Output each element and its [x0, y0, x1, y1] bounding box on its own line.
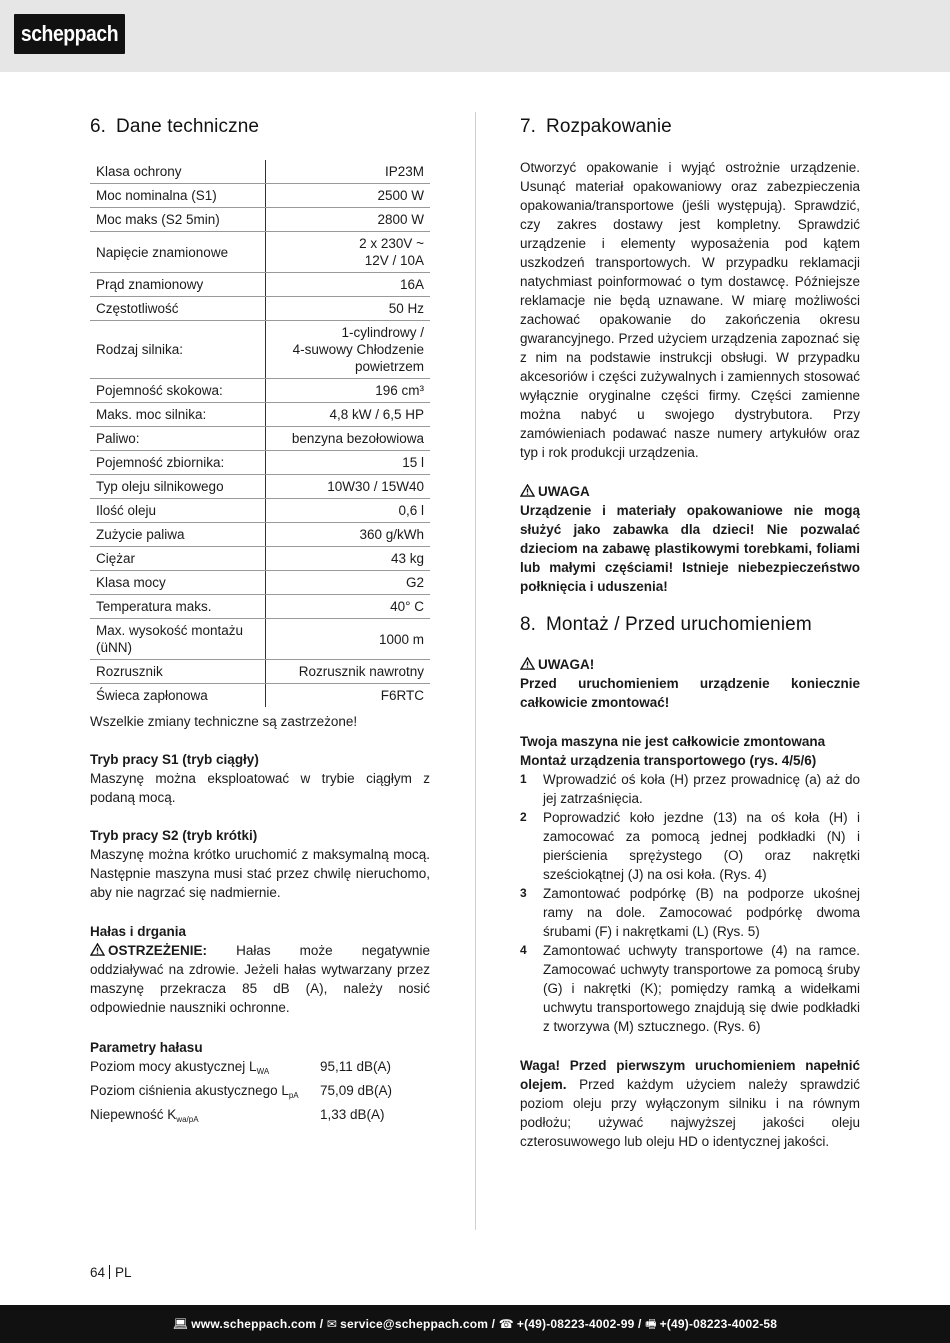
column-divider: [475, 112, 476, 1230]
computer-icon: 💻︎: [172, 1317, 189, 1331]
noise-param-label-text: Poziom mocy akustycznej L: [90, 1059, 257, 1074]
spec-row: [90, 208, 430, 232]
step-number: 1: [520, 772, 527, 786]
section-title: Rozpakowanie: [546, 116, 672, 137]
spec-row: [90, 379, 430, 403]
section-number: 7.: [520, 116, 537, 137]
spec-row: [90, 321, 430, 379]
noise-param-row: [90, 1057, 430, 1081]
noise-param-row: [90, 1105, 430, 1129]
noise-param-subscript: pA: [288, 1091, 299, 1100]
spec-row: [90, 451, 430, 475]
mail-icon: ✉︎: [326, 1317, 338, 1331]
spec-label: Typ oleju silnikowego: [90, 475, 265, 499]
spec-value: 15 l: [265, 451, 430, 475]
spec-label: Max. wysokość montażu (üNN): [90, 619, 265, 660]
spec-row: [90, 684, 430, 708]
spec-label: Moc nominalna (S1): [90, 184, 265, 208]
assembly-warning-block: [520, 655, 860, 712]
spec-value: 1-cylindrowy / 4-suwowy Chłodzenie powietrzem: [265, 321, 430, 379]
spec-label: Prąd znamionowy: [90, 273, 265, 297]
oil-block: [520, 1056, 860, 1151]
footer-email[interactable]: service@scheppach.com /: [340, 1317, 496, 1331]
step-text: Poprowadzić koło jezdne (13) na oś koła (H) i zamocować za pomocą jednej podkładki (N) i pierścienia sprężystego (O) oraz nakrętki sześciokątnej (J) na osi koła. (Rys. 4): [543, 810, 860, 882]
noise-param-label: [90, 1105, 320, 1129]
unpacking-block: [520, 158, 860, 462]
page-language: PL: [115, 1265, 132, 1280]
changes-note-block: [90, 712, 430, 731]
spec-row: [90, 523, 430, 547]
unpacking-warning-block: [520, 482, 860, 596]
spec-row: [90, 595, 430, 619]
spec-label: Pojemność zbiornika:: [90, 451, 265, 475]
assembly-steps-block: [520, 732, 860, 1036]
spec-label: Klasa mocy: [90, 571, 265, 595]
noise-param-value: 95,11 dB(A): [320, 1059, 392, 1074]
spec-row: [90, 273, 430, 297]
spec-label: Zużycie paliwa: [90, 523, 265, 547]
section-number: 6.: [90, 116, 107, 137]
step-number: 4: [520, 943, 527, 957]
left-column: [90, 112, 430, 1124]
noise-param-row: [90, 1081, 430, 1105]
step-text: Zamontować podpórkę (B) na podporze ukośnej ramy na dole. Zamocować podpórkę dwoma śrubami (F) i nakrętkami (L) (Rys. 5): [543, 886, 860, 939]
spec-value: G2: [265, 571, 430, 595]
spec-row: [90, 403, 430, 427]
spec-label: Napięcie znamionowe: [90, 232, 265, 273]
spec-label: Rodzaj silnika:: [90, 321, 265, 379]
spec-label: Maks. moc silnika:: [90, 403, 265, 427]
unpacking-warning-label: UWAGA: [538, 484, 590, 499]
logo-text: scheppach: [20, 21, 119, 46]
noise-params-list: [90, 1057, 430, 1129]
spec-value: IP23M: [265, 160, 430, 184]
oil-paragraph: [520, 1056, 860, 1151]
noise-block: [90, 922, 430, 1017]
unpacking-warning-title: [520, 482, 860, 501]
noise-warning-text: Hałas może negatywnie oddziaływać na zdrowie. Jeżeli hałas wytwarzany przez maszynę przekracza 85 dB (A), należy nosić odpowiednie nauszniki ochronne.: [90, 943, 430, 1015]
spec-label: Moc maks (S2 5min): [90, 208, 265, 232]
spec-row: [90, 660, 430, 684]
noise-param-label-text: Niepewność K: [90, 1107, 177, 1122]
spec-row: [90, 571, 430, 595]
section-7-heading: [520, 112, 860, 142]
assembly-step: [520, 808, 860, 884]
spec-value: 4,8 kW / 6,5 HP: [265, 403, 430, 427]
assembly-warning-label: UWAGA!: [538, 657, 595, 672]
page-number-value: 64: [90, 1265, 106, 1280]
spec-label: Temperatura maks.: [90, 595, 265, 619]
spec-value: 16A: [265, 273, 430, 297]
spec-label: Klasa ochrony: [90, 160, 265, 184]
spec-value: 1000 m: [265, 619, 430, 660]
section-number: 8.: [520, 614, 537, 635]
scheppach-logo: [14, 14, 125, 54]
page-number-separator: [109, 1265, 110, 1279]
spec-value: benzyna bezołowiowa: [265, 427, 430, 451]
fax-icon: 🖷︎: [645, 1317, 657, 1331]
noise-param-value: 1,33 dB(A): [320, 1107, 385, 1122]
spec-row: [90, 427, 430, 451]
s2-block: [90, 826, 430, 902]
spec-row: [90, 160, 430, 184]
noise-heading: Hałas i drgania: [90, 924, 187, 939]
spec-value: 2800 W: [265, 208, 430, 232]
step-text: Zamontować uchwyty transportowe (4) na ramce. Zamocować uchwyty transportowe za pomocą śruby (G) i nakrętki (K); pomiędzy ramką a widełkami uchwytu transportowego znajdują się dwie podkładki z tworzywa (M) sztucznego. (Rys. 6): [543, 943, 860, 1034]
s1-heading: Tryb pracy S1 (tryb ciągły): [90, 752, 259, 767]
noise-param-subscript: wa/pA: [176, 1115, 199, 1124]
spec-value: 50 Hz: [265, 297, 430, 321]
spec-row: [90, 499, 430, 523]
page-number: [90, 1265, 132, 1280]
noise-warning-label: OSTRZEŻENIE:: [108, 943, 208, 958]
step-text: Wprowadzić oś koła (H) przez prowadnicę (a) aż do jej zatrzaśnięcia.: [543, 772, 860, 806]
assembly-step: [520, 941, 860, 1036]
spec-row: [90, 619, 430, 660]
section-title: Montaż / Przed uruchomieniem: [546, 614, 812, 635]
noise-warning: [90, 941, 430, 1017]
assembly-step: [520, 770, 860, 808]
right-column: [520, 112, 860, 1149]
spec-label: Częstotliwość: [90, 297, 265, 321]
noise-param-label: [90, 1081, 320, 1105]
s2-text: Maszynę można krótko uruchomić z maksymalną mocą. Następnie maszyna musi stać przez chwilę nieruchomo, aby nie nagrzać się nadmiernie.: [90, 847, 430, 900]
spec-value: 2500 W: [265, 184, 430, 208]
spec-value: 2 x 230V ~ 12V / 10A: [265, 232, 430, 273]
s1-block: [90, 750, 430, 807]
step-number: 2: [520, 810, 527, 824]
spec-value: 10W30 / 15W40: [265, 475, 430, 499]
changes-note: Wszelkie zmiany techniczne są zastrzeżone!: [90, 714, 358, 729]
spec-value: F6RTC: [380, 688, 424, 703]
warning-triangle-icon: [520, 484, 535, 497]
assembly-heading-2: Montaż urządzenia transportowego (rys. 4/5/6): [520, 753, 817, 768]
spec-label: Pojemność skokowa:: [90, 379, 265, 403]
section-6-heading: [90, 112, 430, 142]
oil-text: Przed każdym użyciem należy sprawdzić poziom oleju przy wyłączonym silniku i na równym podłożu; używać najwyższej jakości oleju czterosuwowego lub oleju HD o identycznej jakości.: [520, 1077, 860, 1149]
phone-icon: ☎︎: [498, 1317, 514, 1331]
assembly-steps-list: [520, 770, 860, 1036]
spec-value: 43 kg: [265, 547, 430, 571]
spec-label: Ilość oleju: [90, 499, 265, 523]
assembly-warning-title: [520, 655, 860, 674]
warning-triangle-icon: [90, 943, 105, 956]
spec-label: Rozrusznik: [90, 660, 265, 684]
spec-label: Świeca zapłonowa: [90, 684, 265, 708]
step-number: 3: [520, 886, 527, 900]
assembly-warning-text: Przed uruchomieniem urządzenie koniecznie całkowicie zmontować!: [520, 676, 860, 710]
s2-heading: Tryb pracy S2 (tryb krótki): [90, 828, 258, 843]
noise-param-subscript: WA: [256, 1067, 270, 1076]
spec-row: [90, 184, 430, 208]
assembly-step: [520, 884, 860, 941]
footer-contacts: [0, 1305, 950, 1343]
noise-param-label: [90, 1057, 320, 1081]
spec-label: Paliwo:: [90, 427, 265, 451]
spec-row: [90, 232, 430, 273]
spec-value: Rozrusznik nawrotny: [265, 660, 430, 684]
noise-param-value: 75,09 dB(A): [320, 1083, 393, 1098]
section-8-heading: [520, 610, 860, 640]
assembly-heading-1: Twoja maszyna nie jest całkowicie zmontowana: [520, 734, 826, 749]
spec-row: [90, 475, 430, 499]
warning-triangle-icon: [520, 657, 535, 670]
footer-web[interactable]: www.scheppach.com /: [191, 1317, 324, 1331]
spec-value: 40° C: [265, 595, 430, 619]
spec-row: [90, 547, 430, 571]
page-footer: [0, 1305, 950, 1343]
noise-params-block: [90, 1038, 430, 1129]
unpacking-text: Otworzyć opakowanie i wyjąć ostrożnie urządzenie. Usunąć materiał opakowaniowy oraz zabezpieczenia opakowania/transportowe (jeśli występują). Sprawdzić, czy zakres dostawy jest kompletny. Sprawdzić urządzenie i elementy wyposażenia pod kątem uszkodzeń transportowych. W przypadku reklamacji natychmiast poinformować o tym dostawcę. Późniejsze reklamacje nie będą uznawane. W miarę możliwości zachować opakowanie do zakończenia okresu gwarancyjnego. Przed użyciem urządzenia zapoznać się z nim na podstawie instrukcji obsługi. W przypadku akcesoriów i części zużywalnych i zamiennych stosować wyłącznie oryginalne części firmy. Części zamienne można nabyć u swojego dystrybutora. Przy zamówieniach podawać nasze numery artykułów oraz typ i rok produkcji urządzenia.: [520, 160, 860, 460]
s1-text: Maszynę można eksploatować w trybie ciągłym z podaną mocą.: [90, 771, 430, 805]
spec-table: [90, 160, 430, 707]
spec-value: 360 g/kWh: [265, 523, 430, 547]
page-header: [0, 0, 950, 72]
oil-bold: Waga! Przed pierwszym uruchomieniem napełnić olejem.: [520, 1058, 860, 1092]
noise-param-label-text: Poziom ciśnienia akustycznego L: [90, 1083, 289, 1098]
unpacking-warning-text: Urządzenie i materiały opakowaniowe nie mogą służyć jako zabawka dla dzieci! Nie pozwalać dzieciom na zabawę plastikowymi torebkami, foliami lub małymi częściami! Istnieje niebezpieczeństwo połknięcia i uduszenia!: [520, 503, 860, 594]
spec-value: 0,6 l: [265, 499, 430, 523]
spec-row: [90, 297, 430, 321]
section-title: Dane techniczne: [116, 116, 260, 137]
footer-phone: +(49)-08223-4002-99 /: [516, 1317, 642, 1331]
noise-params-heading: Parametry hałasu: [90, 1040, 203, 1055]
spec-value: 196 cm³: [265, 379, 430, 403]
spec-label: Ciężar: [90, 547, 265, 571]
footer-fax: +(49)-08223-4002-58: [659, 1317, 778, 1331]
